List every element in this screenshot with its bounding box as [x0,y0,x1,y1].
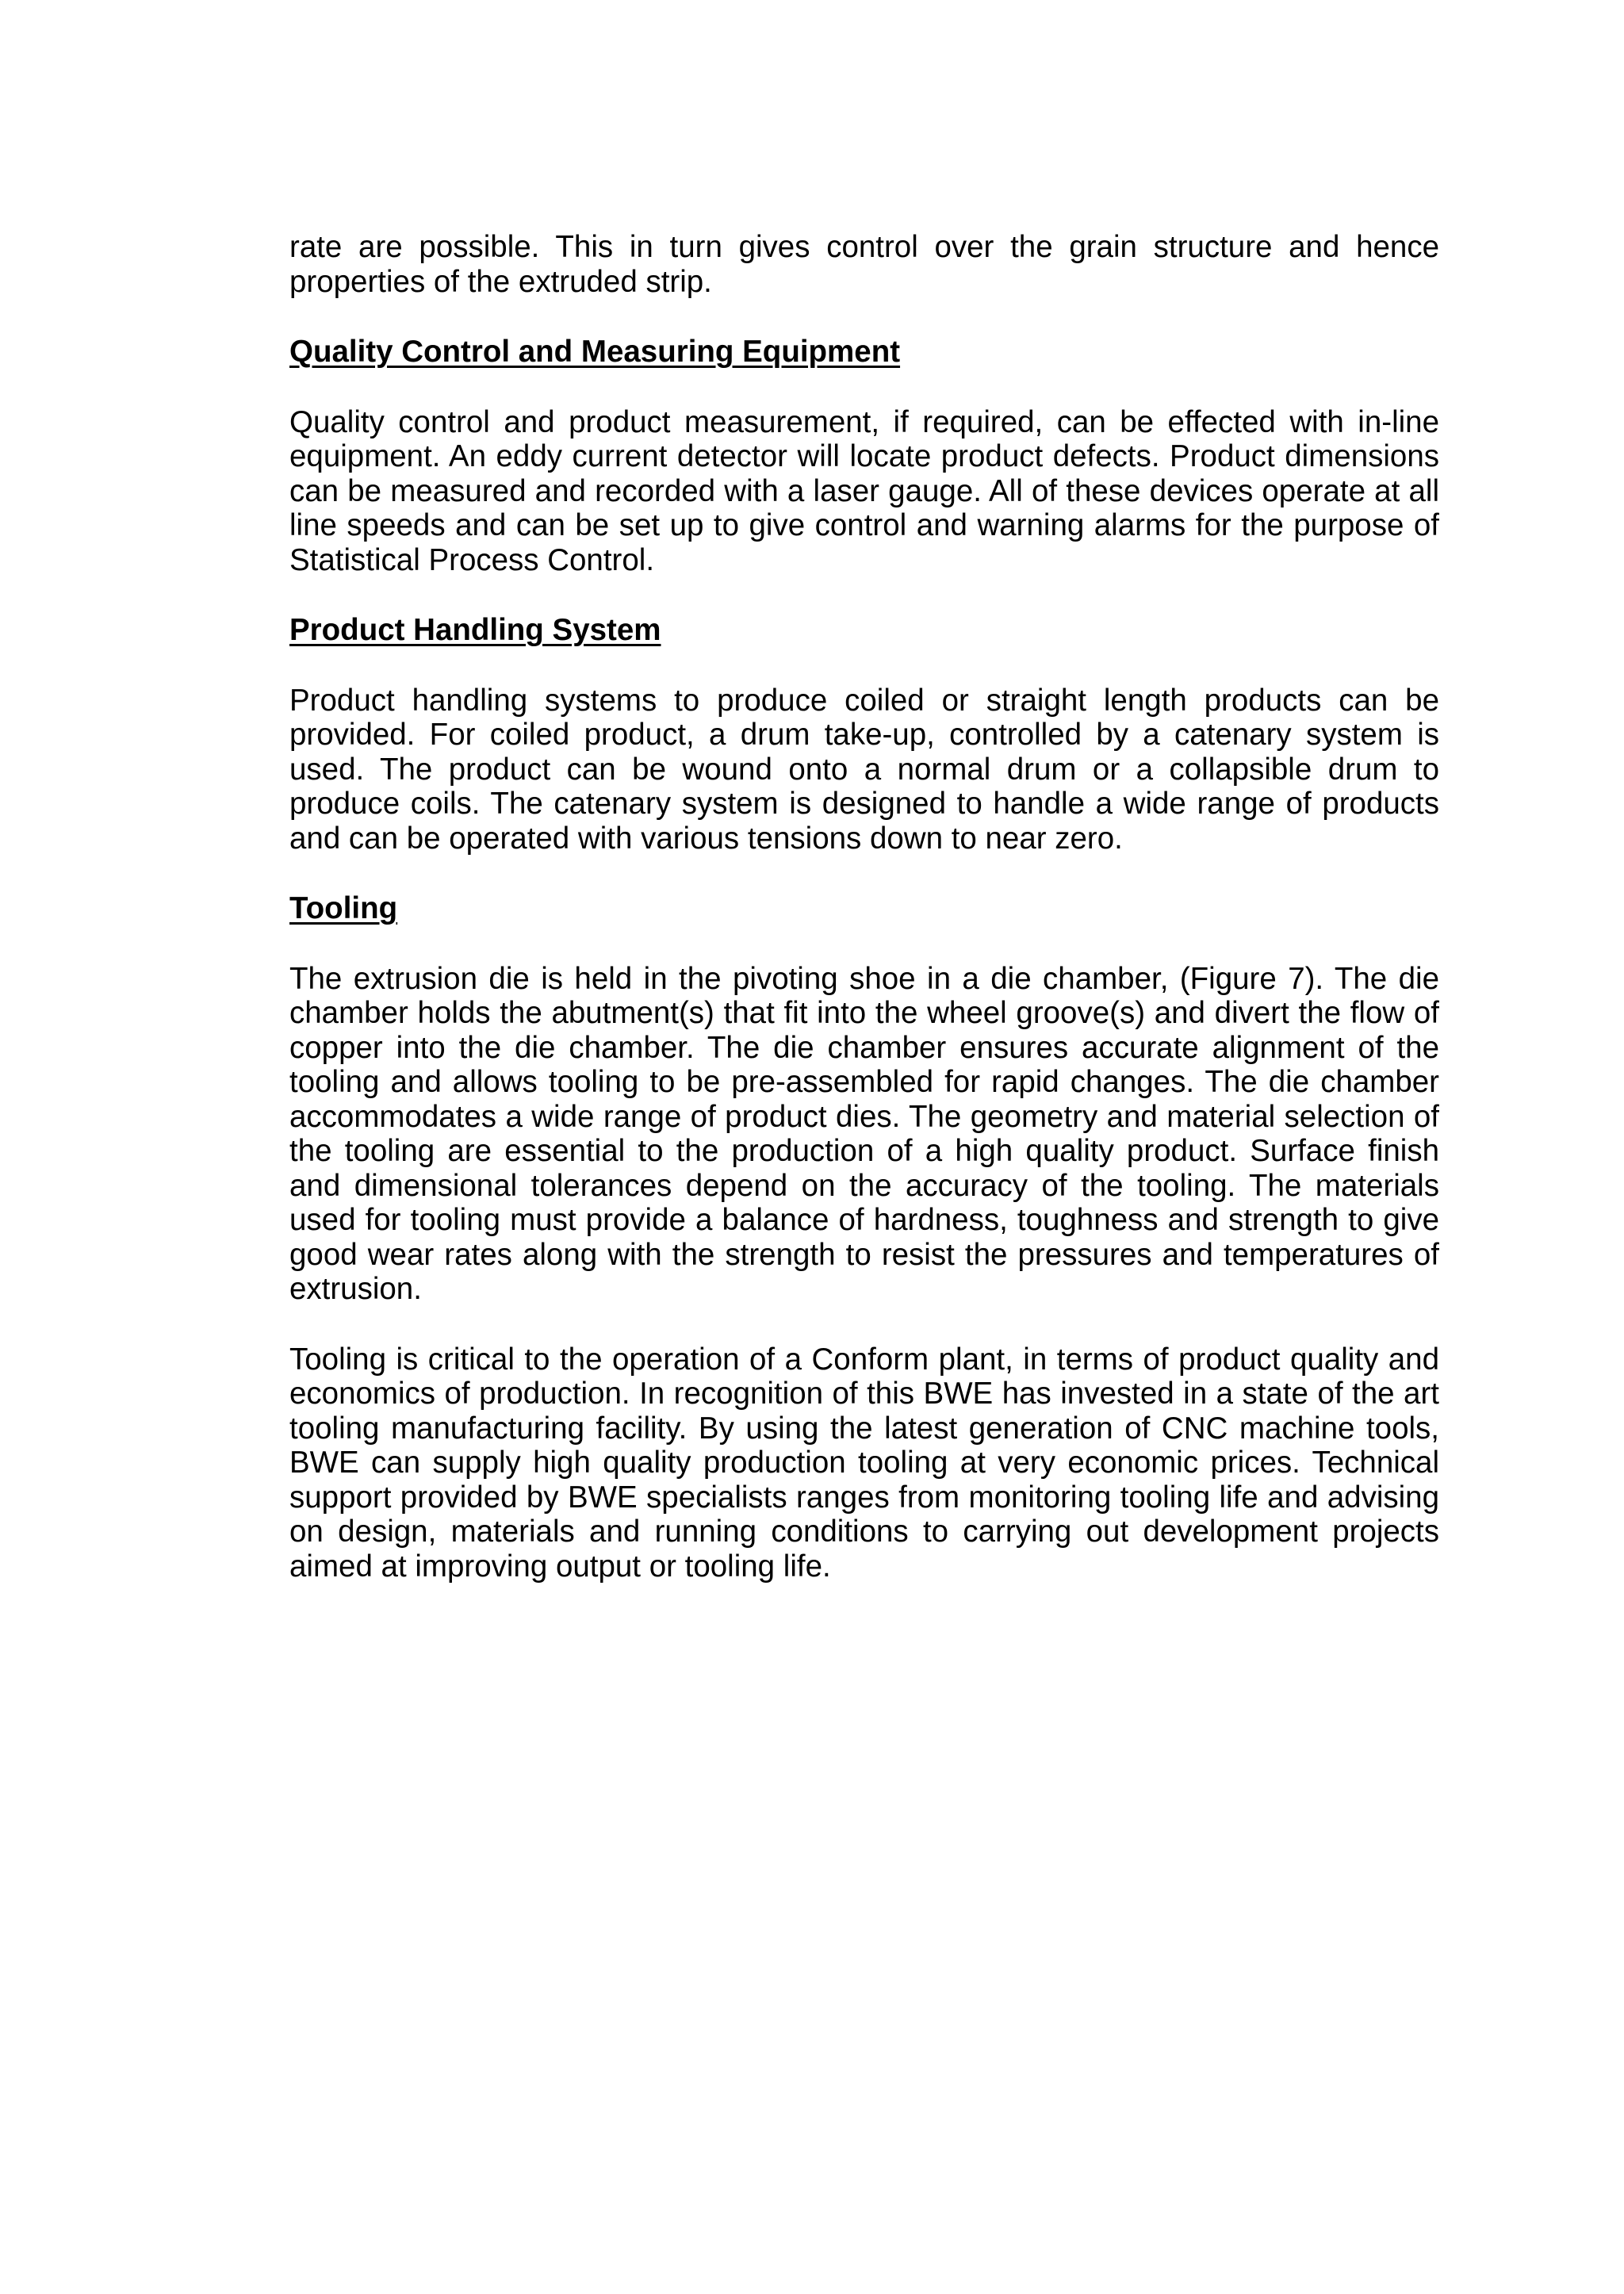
spacer [289,1307,1439,1342]
paragraph-tooling-1: The extrusion die is held in the pivoting shoe in a die chamber, (Figure 7). The die chamber holds the abutment(s) that fit into the wheel groove(s) and divert the flow of copper into the die chamber. The die chamber ensures accurate alignment of the tooling and allows tooling to be pre-assembled for rapid changes. The die chamber accommodates a wide range of product dies. The geometry and material selection of the tooling are essential to the production of a high quality product. Surface finish and dimensional tolerances depend on the accuracy of the tooling. The materials used for tooling must provide a balance of hardness, toughness and strength to give good wear rates along with the strength to resist the pressures and temperatures of extrusion. [289,961,1439,1306]
spacer [289,577,1439,613]
spacer [289,926,1439,962]
heading-quality-control: Quality Control and Measuring Equipment [289,335,901,369]
heading-product-handling: Product Handling System [289,613,661,647]
spacer [289,856,1439,891]
spacer [289,370,1439,405]
spacer [289,648,1439,684]
intro-paragraph: rate are possible. This in turn gives control over the grain structure and hence properties of the extruded strip. [289,230,1439,299]
heading-tooling: Tooling [289,891,398,925]
paragraph-tooling-2: Tooling is critical to the operation of a Conform plant, in terms of product quality and economics of production. In recognition of this BWE has invested in a state of the art tooling manufacturing facility. By using the latest generation of CNC machine tools, BWE can supply high quality production tooling at very economic prices. Technical support provided by BWE specialists ranges from monitoring tooling life and advising on design, materials and running conditions to carrying out development projects aimed at improving output or tooling life. [289,1342,1439,1584]
paragraph-quality-control: Quality control and product measurement, if required, can be effected with in-line equipment. An eddy current detector will locate product defects. Product dimensions can be measured and recorded with a laser gauge. All of these devices operate at all line speeds and can be set up to give control and warning alarms for the purpose of Statistical Process Control. [289,404,1439,577]
spacer [289,299,1439,335]
paragraph-product-handling: Product handling systems to produce coiled or straight length products can be provided. For coiled product, a drum take-up, controlled by a catenary system is used. The product can be wound onto a normal drum or a collapsible drum to produce coils. The catenary system is designed to handle a wide range of products and can be operated with various tensions down to near zero. [289,683,1439,856]
document-page [289,230,1439,1584]
